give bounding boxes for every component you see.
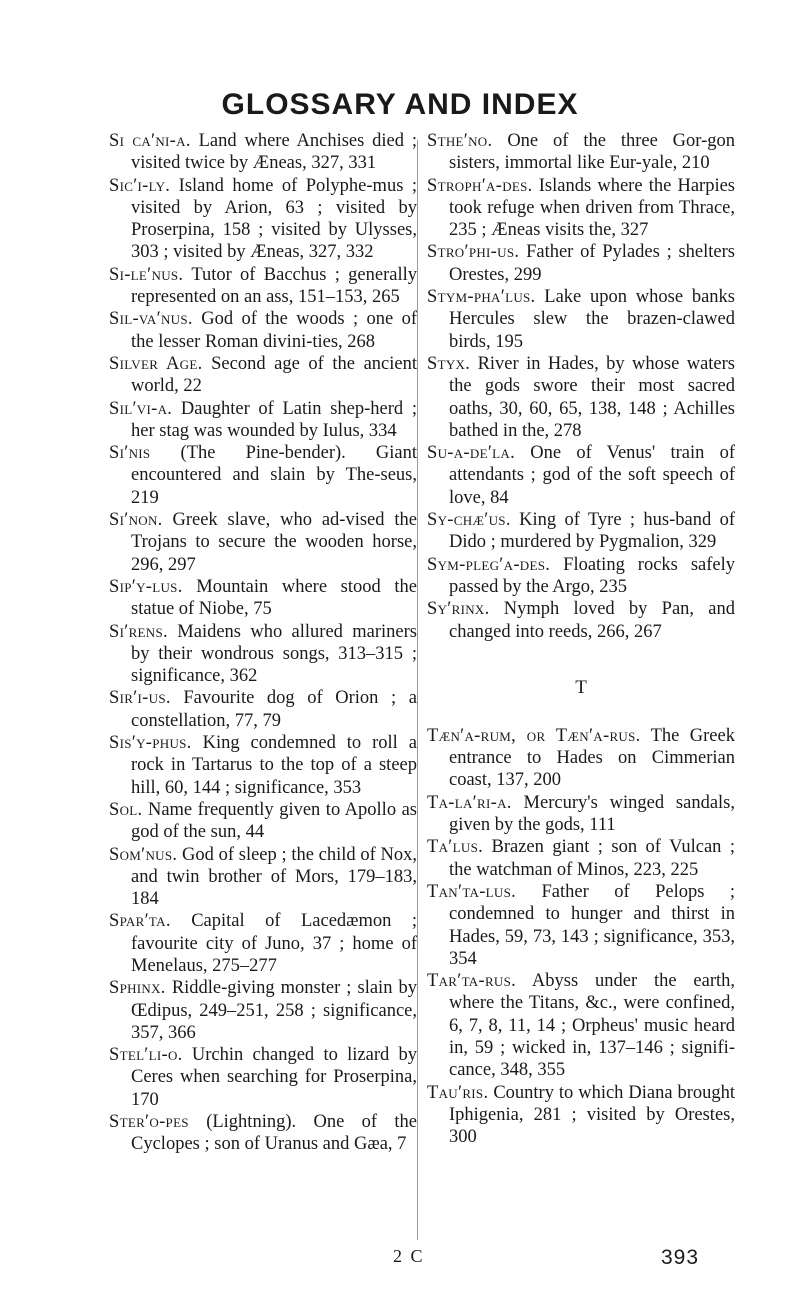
entry-description: God of sleep ; the child of Nox, and twin brother of Mors, 179–183, 184 — [131, 844, 417, 910]
index-entry — [109, 398, 417, 443]
entry-description: Mercury's winged sandals, given by the gods, 111 — [449, 792, 735, 836]
entry-description: River in Hades, by whose waters the gods swore their most sacred oaths, 30, 60, 65, 138, 148 ; Achilles bathed in the, 278 — [449, 353, 736, 441]
index-entry — [427, 286, 735, 353]
entry-description: King condemned to roll a rock in Tartarus to the top of a steep hill, 60, 144 ; significance, 353 — [131, 733, 417, 798]
index-entry — [427, 1082, 735, 1149]
entry-headword: Som′nus. — [109, 844, 178, 865]
entry-description: King of Tyre ; hus-band of Dido ; murdered by Pygmalion, 329 — [449, 510, 735, 553]
index-entry — [109, 175, 417, 264]
entry-description: Father of Pelops ; condemned to hunger and thirst in Hades, 59, 73, 143 ; significance, 353, 354 — [449, 881, 736, 969]
entry-headword: Tæn′a-rum, or Tæn′a-rus. — [427, 725, 641, 746]
page-number: 393 — [661, 1246, 700, 1269]
index-entry — [427, 442, 735, 509]
entry-headword: Si-le′nus. — [109, 264, 184, 285]
entry-description: Lake upon whose banks Hercules slew the brazen-clawed birds, 195 — [449, 287, 736, 352]
index-entry — [109, 353, 417, 398]
entry-description: Floating rocks safely passed by the Argo, 235 — [449, 554, 735, 597]
index-entry — [109, 1044, 417, 1111]
entry-headword: Ster′o-pes — [109, 1112, 189, 1133]
entry-headword: Tan′ta-lus. — [427, 881, 517, 902]
entry-description: Mountain where stood the statue of Niobe, 75 — [131, 576, 418, 620]
s-entries — [427, 130, 735, 643]
index-entry — [427, 881, 735, 970]
entry-headword: Sil′vi-a. — [109, 398, 173, 419]
index-entry — [109, 910, 417, 977]
index-entry — [427, 792, 735, 837]
entry-headword: Silver Age. — [109, 353, 203, 374]
entry-headword: Stel′li-o. — [109, 1045, 183, 1066]
entry-headword: Si′nis — [109, 443, 151, 464]
index-entry — [109, 687, 417, 732]
index-entry — [109, 576, 417, 621]
index-entry — [427, 241, 735, 286]
entry-headword: Sis′y-phus. — [109, 733, 192, 754]
entry-description: Abyss under the earth, where the Titans, &c., were confined, 6, 7, 8, 11, 14 ; Orpheus' music heard in, 59 ; wicked in, 137–146 ; signifi-cance, 348, 355 — [449, 971, 735, 1081]
entry-headword: Stym-pha′lus. — [427, 287, 536, 308]
column-divider — [417, 140, 418, 1240]
entry-description: (The Pine-bender). Giant encountered and slain by The-seus, 219 — [131, 443, 417, 508]
index-entry — [109, 621, 417, 688]
index-entry — [109, 130, 417, 175]
index-entry — [427, 554, 735, 599]
section-letter-heading: T — [575, 676, 587, 698]
index-entry — [427, 836, 735, 881]
entry-description: Riddle-giving monster ; slain by Œdipus, 249–251, 258 ; significance, 357, 366 — [131, 978, 418, 1043]
entry-headword: Stroph′a-des. — [427, 175, 533, 196]
entry-headword: Sphinx. — [109, 978, 166, 999]
entry-description: Country to which Diana brought Iphigenia, 281 ; visited by Orestes, 300 — [449, 1082, 736, 1148]
index-entry — [427, 725, 735, 792]
entry-description: Nymph loved by Pan, and changed into reeds, 266, 267 — [449, 599, 736, 642]
entry-headword: Ta-la′ri-a. — [427, 792, 512, 813]
entry-description: Urchin changed to lizard by Ceres when searching for Proserpina, 170 — [131, 1045, 417, 1110]
entry-headword: Sy′rinx. — [427, 599, 490, 620]
index-entry — [427, 175, 735, 242]
entry-headword: Spar′ta. — [109, 911, 171, 932]
entry-headword: Stro′phi-us. — [427, 242, 520, 263]
left-column — [109, 130, 417, 1156]
entry-headword: Sthe′no. — [427, 131, 493, 151]
entry-description: Island home of Polyphe-mus ; visited by Arion, 63 ; visited by Proserpina, 158 ; visited by Ulysses, 303 ; visited by Æneas, 327, 332 — [131, 175, 417, 263]
index-entry — [109, 308, 417, 353]
index-entry — [109, 1111, 417, 1156]
index-entry — [109, 509, 417, 576]
entry-headword: Sic′i-ly. — [109, 175, 171, 196]
entry-description: Brazen giant ; son of Vulcan ; the watchman of Minos, 223, 225 — [449, 837, 736, 880]
index-entry — [109, 844, 417, 911]
entry-headword: Si′non. — [109, 510, 163, 531]
entry-description: (Lightning). One of the Cyclopes ; son of Uranus and Gæa, 7 — [131, 1112, 418, 1155]
entry-headword: Sil-va′nus. — [109, 309, 193, 330]
entry-headword: Sip′y-lus. — [109, 576, 183, 597]
t-entries — [427, 725, 735, 1149]
entry-description: Favourite dog of Orion ; a constellation, 77, 79 — [131, 688, 417, 731]
entry-description: Maidens who allured mariners by their wondrous songs, 313–315 ; significance, 362 — [131, 621, 417, 687]
entry-description: Land where Anchises died ; visited twice by Æneas, 327, 331 — [131, 131, 418, 174]
entry-headword: Si ca′ni-a. — [109, 131, 191, 151]
entry-headword: Ta′lus. — [427, 837, 484, 858]
signature-mark: 2 C — [393, 1246, 425, 1266]
entry-headword: Sol. — [109, 799, 143, 820]
entry-headword: Sym-pleg′a-des. — [427, 554, 551, 575]
entry-headword: Sir′i-us. — [109, 688, 171, 709]
entry-headword: Si′rens. — [109, 621, 168, 642]
entry-description: One of Venus' train of attendants ; god of the soft speech of love, 84 — [449, 443, 736, 508]
entry-description: Capital of Lacedæmon ; favourite city of Juno, 37 ; home of Menelaus, 275–277 — [131, 911, 417, 976]
page-title: GLOSSARY AND INDEX — [221, 88, 579, 121]
index-entry — [109, 442, 417, 509]
entry-description: Name frequently given to Apollo as god of the sun, 44 — [131, 799, 418, 843]
entry-headword: Su-a-de′la. — [427, 443, 516, 464]
index-entry — [427, 598, 735, 643]
index-entry — [427, 509, 735, 554]
index-entry — [427, 353, 735, 442]
entry-headword: Tau′ris. — [427, 1082, 489, 1103]
entry-description: Father of Pylades ; shelters Orestes, 299 — [449, 242, 735, 285]
entry-description: Greek slave, who ad-vised the Trojans to secure the wooden horse, 296, 297 — [131, 510, 418, 575]
entry-description: The Greek entrance to Hades on Cimmerian coast, 137, 200 — [449, 725, 735, 791]
entry-description: God of the woods ; one of the lesser Roman divini-ties, 268 — [131, 309, 417, 352]
index-entry — [109, 732, 417, 799]
entry-headword: Styx. — [427, 353, 471, 374]
entry-description: Second age of the ancient world, 22 — [131, 353, 417, 397]
entry-description: One of the three Gor-gon sisters, immortal like Eur-yale, 210 — [449, 131, 735, 174]
index-entry — [427, 130, 735, 175]
entry-headword: Sy-chæ′us. — [427, 510, 511, 531]
index-entry — [109, 264, 417, 309]
right-column — [427, 130, 735, 1148]
entry-description: Tutor of Bacchus ; generally represented on an ass, 151–153, 265 — [131, 264, 417, 308]
entry-description: Daughter of Latin shep-herd ; her stag was wounded by Iulus, 334 — [131, 398, 417, 441]
index-entry — [109, 977, 417, 1044]
index-entry — [427, 970, 735, 1081]
index-entry — [109, 799, 417, 844]
entry-description: Islands where the Harpies took refuge when driven from Thrace, 235 ; Æneas visits the, 327 — [449, 175, 735, 241]
entry-headword: Tar′ta-rus. — [427, 971, 517, 992]
